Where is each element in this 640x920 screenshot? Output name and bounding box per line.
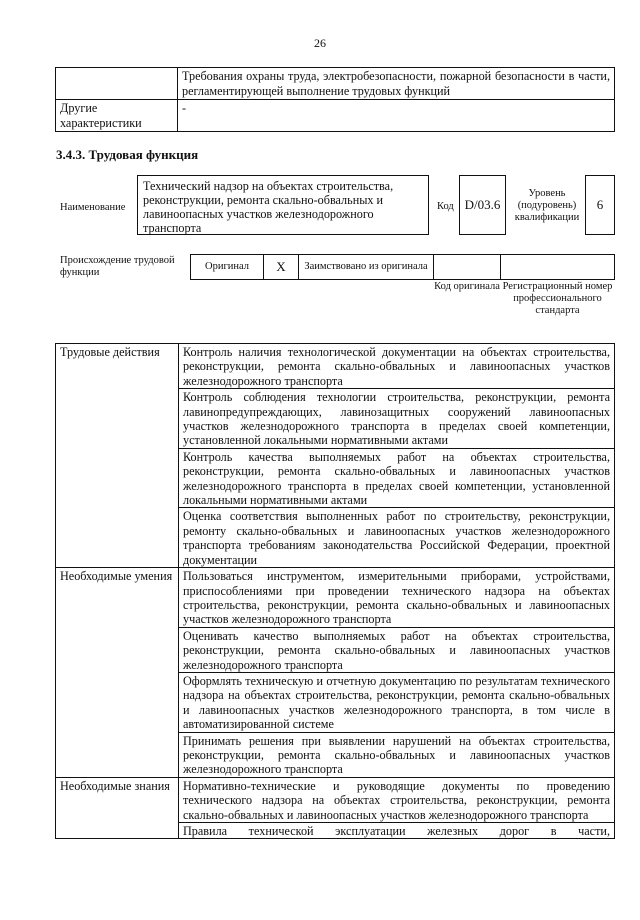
origin-label: Происхождение трудовой функции [60, 255, 175, 278]
code-label: Код [437, 201, 454, 212]
table-row [56, 777, 615, 822]
table-row [56, 100, 615, 132]
labor-actions-label: Трудовые действия [56, 344, 179, 568]
skills-label: Необходимые умения [56, 568, 179, 778]
name-label: Наименование [60, 202, 126, 213]
table-row [56, 568, 615, 628]
continuation-table [55, 67, 615, 132]
skill-item: Оценивать качество выполняемых работ на объектах строительства, реконструкции, ремонта скально-обвальных и лавиноопасных участков железнодорожного транспорта [179, 627, 615, 672]
level-label: Уровень (подуровень) квалификации [514, 188, 580, 223]
origin-row [190, 254, 615, 280]
skill-item: Пользоваться инструментом, измерительными приборами, устройствами, приспособлениями при проведении технического надзора на объектах строительства, реконструкции, ремонта скально-обвальных и лавиноопасных участков железнодорожного транспорта [179, 568, 615, 628]
reg-number-caption: Регистрационный номер профессионального стандарта [502, 281, 613, 316]
code-original-cell [433, 254, 501, 280]
borrowed-label: Заимствовано из оригинала [304, 261, 428, 272]
other-characteristics-value: - [178, 100, 615, 132]
empty-label-cell [56, 68, 178, 100]
original-mark-cell [263, 254, 299, 280]
labor-action-item: Контроль соблюдения технологии строительства, реконструкции, ремонта лавинопредупреждающих, лавинозащитных сооружений лавиноопасных участков железнодорожного транспорта в пределах своей компетенции, установленной локальными нормативными актами [179, 389, 615, 449]
labor-action-item: Контроль наличия технологической документации на объектах строительства, реконструкции, ремонта скально-обвальных и лавиноопасных участков железнодорожного транспорта [179, 344, 615, 389]
skill-item: Оформлять техническую и отчетную документацию по результатам технического надзора на объектах строительства, реконструкции, ремонта скально-обвальных и лавиноопасных участков железнодорожного транспорта, в том числе в автоматизированной системе [179, 672, 615, 732]
knowledge-item: Нормативно-технические и руководящие документы по проведению технического надзора на объектах строительства, реконструкции, ремонта скально-обвальных и лавиноопасных участков железнодорожного транспорта [179, 777, 615, 822]
skill-item: Принимать решения при выявлении нарушений на объектах строительства, реконструкции, ремонта скально-обвальных и лавиноопасных участков железнодорожного транспорта [179, 732, 615, 777]
labor-action-item: Оценка соответствия выполненных работ по строительству, реконструкции, ремонту скально-обвальных и лавиноопасных участков железнодорожного транспорта требованиям законодательства Российской Федерации, проектной документации [179, 508, 615, 568]
table-row [56, 344, 615, 389]
page-number: 26 [314, 36, 326, 50]
original-cell [190, 254, 264, 280]
borrowed-cell [298, 254, 434, 280]
table-row [56, 68, 615, 100]
code-original-caption: Код оригинала [434, 281, 500, 292]
knowledge-label: Необходимые знания [56, 777, 179, 839]
original-mark: X [276, 259, 286, 274]
labor-action-item: Контроль качества выполняемых работ на объектах строительства, реконструкции, ремонта скально-обвальных и лавиноопасных участков железнодорожного транспорта в пределах своей компетенции, установленной локальными нормативными актами [179, 448, 615, 508]
qualification-level-box: 6 [585, 175, 615, 235]
function-name-box: Технический надзор на объектах строительства, реконструкции, ремонта скально-обвальных и лавиноопасных участков железнодорожного транспорта [137, 175, 429, 235]
function-code-box: D/03.6 [459, 175, 506, 235]
function-details-table [55, 343, 615, 839]
original-label: Оригинал [205, 261, 249, 272]
reg-number-cell [500, 254, 615, 280]
other-characteristics-label: Другие характеристики [56, 100, 178, 132]
section-heading: 3.4.3. Трудовая функция [56, 147, 199, 162]
knowledge-item: Правила технической эксплуатации железных дорог в части, [179, 823, 615, 839]
requirements-text: Требования охраны труда, электробезопасности, пожарной безопасности в части, регламентирующей выполнение трудовых функций [178, 68, 615, 100]
